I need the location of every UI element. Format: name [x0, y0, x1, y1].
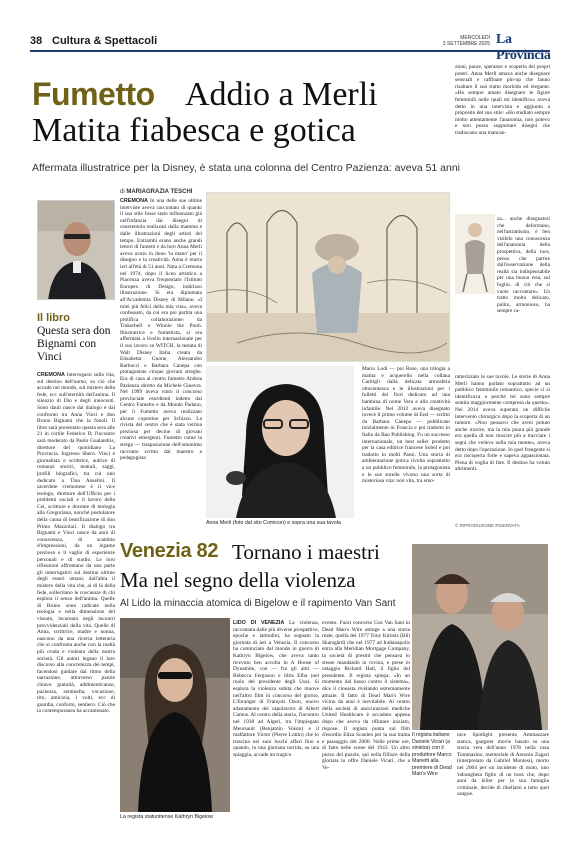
bigelow-caption: La regista statunitense Kathryn Bigelow: [120, 814, 214, 820]
second-subtitle: Al Lido la minaccia atomica di Bigelow e il rapimento Van Sant: [120, 598, 396, 609]
issue-date: [430, 35, 490, 47]
masthead-logo: La Provincia: [496, 32, 551, 63]
byline-author: MARIAGRAZIA TESCHI: [126, 189, 193, 195]
figure-illustration: [455, 214, 495, 294]
page-number: 38: [30, 35, 43, 47]
vicari-manetti-photo: [412, 544, 548, 730]
main-kicker: Fumetto: [32, 76, 155, 112]
second-column-3: nice Spotlight presenta Ammazzare stanca, gangster movie basato su una storia vera dell'anno 1978 nella casa Tommasino, memoriale di Antonio Zagari (interpretato da Gabriel Montesi), morto nel 2004 per un incidente di moto, uno 'ndrangheta figlio di un boss che, dopo anni da killer per la sua famiglia criminale, decide di ribellarsi a tutto quel sangue.: [457, 732, 549, 798]
second-text-1: La violenza, raccontata dalle più diverse prospettive, epoche e latitudini, ha segnato la giornata di ieri a Venezia. Il concorso ha cominciato dal mondo in guerra di Kathryn Bigelow, che aveva tanto ricevuto ben accolta in A House of Dynamite, con — fra gli altri — Rebecca Ferguson e Idris Elba (nel ruolo del presidente degli Usa). Si esplora la violenza subita che muove nell'altro film in concorso del giorno, L'Etranger di François Ozon, nuovo adattamento del capolavoro di Albert Camus. Al centro della storia, l'incontro nel 1938 ad Algeri, tra l'impiegato Meursault (Benjamin Voisin) e il malfattore Victor (Pierre Lottin) che lo trascina nei suoi loschi affari fino a quando, in una giornata torrida, su una spiaggia, accade un tragico: [233, 620, 319, 758]
portrait-illustration: [38, 201, 115, 300]
second-title-line2: Ma nel segno della violenza: [120, 568, 356, 592]
article-column-4c: ratterizzato le sue tavole. Le storie di Anna Merli hanno parlato soprattutto ad un pubblico femminile romantico, specie ci si identificava e perché mi sono sempre sentita maggiormente compresa da questo». Nel 2014 aveva superato un difficile intervento chirurgico dopo la scoperta di un tumore. «Non pensavo che avrei potuto anche morire, ma la mia paura più grande era quella di non riuscire più a tracciare i segni che vedevo nella mia mente», aveva detto dopo l'operazione. In quel frangente si era riscoperta forte e sapeva appassionata. Piena di voglia di fare. Il destino ha voluto altrimenti.: [455, 374, 550, 473]
article-text-1: In una delle sue ultime interviste aveva raccontato di quanto il suo stile fosse stato influenzato già nell'infanzia dai disegni di cenerentola realizzati dalla mamma e dalle illustrazioni degli artisti del tempo. Entrambi erano anche grandi lettori di fumetti e da loro Anna Merli aveva avuto in dono 'la mano' per il disegno e la creatività. Anna è morta ieri all'età di 51 anni. Nata a Cremona nel 1974, dopo il liceo artistico a Piacenza aveva frequentato l'Istituto Europeo di Design, indirizzo illustrazione. Si era diplomata all'Accademia Disney di Milano. «I miei più felici della mia vita», aveva confessato, da cui era poi partita una prolifica collaborazione: da Tinkerbell e Winnie the Pooh. Illustratrice e fumettista, si era affermata a livello internazionale per il suo lavoro su WITCH, la testata di Walt Disney Italia creata da Elisabetta Gnone, Alessandro Barbucci e Barbara Canepa con protagoniste cinque giovani streghe. Era di casa al centro fumetto Andrea Pazienza diretto da Michele Ginevra. Nel 1999 aveva vinto il concorso provinciale esordienti indetto dal Centro Fumetto e da Mondo Padano, per il Fumetto aveva realizzato alcune copertine per Schizzo. La rivista del centro che è stata vetrina preziosa per decine di giovani creativi emergenti. Fumetto come la strega — trasposizione dell'omonimo racconto scritto dal maestro e pedagogista: [120, 198, 202, 462]
article-column-4: zioni, paure, speranze e scoperta dei propri poteri. Anna Merli amava anche disegnare sensuali e raffinate pin-up che fanno risaltare il suo tratto morbido ed elegante. «Ho sempre amato disegnare le figure femminili nelle quali mi identifico» aveva detto in una intervista e aggiunto a proposito del suo stile: «Ho studiato sempre molto attentamente l'anatomia, non potevo e non posso sopportare disegni che tradiscano una mancan-: [455, 64, 550, 136]
second-dateline: LIDO DI VENEZIA: [233, 620, 285, 626]
bigelow-illustration: [120, 618, 230, 812]
copyright-note: © RIPRODUZIONE RISERVATA: [455, 523, 520, 528]
sidebar-dateline: CREMONA: [37, 372, 65, 378]
article-column-1: [120, 198, 202, 528]
second-kicker: Venezia 82: [120, 540, 219, 562]
main-title-line2: Matita fiabesca e gotica: [32, 112, 356, 149]
vicari-caption: Il regista italiano Daniele Vicari (a sinistra) con il produttore Marco Manetti alla premiere di Dead Man's Wire: [412, 732, 452, 777]
portrait-photo: [206, 366, 354, 518]
anna-merli-portrait: [206, 366, 354, 518]
article-column-4b: za... anche disegnatori che deformano, nell'astrattismo, è ben visibile una conoscenza dell'anatomia della prospettiva, della luce, penso che partire dall'osservazione della realtà sia indispensabile per una buona resa, sul foglio, di ciò che si vuole raccontare». Un tratto molto delicato, pulito, armonioso, ha sempre ca-: [497, 216, 550, 315]
second-title-line1: Tornano i maestri: [232, 540, 380, 564]
sidebar-kicker: Il libro: [37, 312, 70, 324]
second-column-1: [233, 620, 319, 832]
main-title-line1: Addio a Merli: [185, 76, 378, 113]
issue-day: 3 SETTEMBRE 2025: [442, 41, 490, 47]
page-header: [30, 32, 551, 63]
article-dateline: CREMONA: [120, 198, 148, 204]
bignami-vinci-photo: [37, 200, 115, 300]
section-title: Cultura & Spettacoli: [52, 35, 158, 47]
artwork-gothic-plate: [206, 192, 450, 362]
vicari-illustration: [412, 544, 548, 730]
portrait-caption: Anna Merli (foto dal sito Comicon) e sopra una sua tavola: [206, 520, 341, 526]
byline: [120, 189, 192, 195]
artwork-figure: [455, 214, 495, 294]
article-column-3: Mario Lodi — poi Rose, una trilogia a matita e acquerello nella collana Caritigli dalla delicata atmosfera ottocentesca e le illustrazioni per i folletti dei fiori dedicato ad una bambina di nome Vera e alla creatività infantile. Nel 2012 aveva disegnato invece il primo volume di End — scritto da Barbara Canepa — pubblicato inizialmente in Francia e poi tradotto in Italia da Bao Publishing. Fu un successo internazionale, un best seller prodotto per la casa editrice francese Soleil e poi tradotto in molti Paesi. Una storia di ambientazione gotica rivolta soprattutto a un pubblico femminile, la protagonista e le sue sorelle vivono una sorta di misteriosa vita: non vita, tra emo-: [362, 366, 450, 485]
sidebar-title: Questa sera don Bignami con Vinci: [37, 325, 111, 363]
byline-prefix: di: [120, 189, 125, 195]
main-subtitle: Affermata illustratrice per la Disney, è stata una colonna del Centro Pazienza: aveva 51 anni: [32, 162, 461, 174]
second-column-2: evento. Fuori concorso Gus Van Sant in Dead Man's Wire attinge a una storia reale, quella del 1977 Tony Kiritsis (Bill Skarsgård) che nel 1977 ad Indianapolis entra alla Meridian Mortgage Company, la società di prestiti che pensava lo stesse mandando in rovina, e prese in ostaggio Richard Hall, il figlio del presidente. Il regista spiega: «In un momento dal basso contro il sistema», dice il cineasta rivelando estremamente attuale. Il fatto di Dead Man's Wire vicino da anni è inevitabile. Al centro della società di assicurazioni mediche United Healthcare è accaduto appena dopo che aveva da rifiutare iniziato, rispose. Il regista punta sul film d'esordio Eliza Scanlen per la sua trama e passaggio del 2000. Nelle prime ore, di fatto nelle scene del 1943. Un altro pezzo del puzzle, qui nella fillisce della gloriata lo offre Daniele Vicari, che a Ve-: [322, 620, 410, 772]
gothic-illustration: [207, 193, 450, 362]
sidebar-text: Interrogarsi sulla vita, sul destino dell'uomo, su ciò che accade nel mondo, sul mistero della fede, ecc sull'eternità dell'anima. Il silenzio di Dio e degli innocenti. Sono dauli nasce dal dialogo e dal confronto tra Anna Vinci e don Bruno Bignami che la fonoli. Il libro sarà presentato questa sera alle 21 in cortile Federico II; l'incontro sarà moderato da Paolo Gualandris, direttore del quotidiano La Provincia. Ingresso libero. Vinci è giornalista e scrittrice, autrice di romanzi storici, teatrali, saggi, profili biografici, tra cui uno dedicato a Tina Anselmi. Il sacerdote cremonese è il vice teologo, direttore dell'Ufficio per i problemi sociali e il lavoro della Cei, scrittore e docente di teologia alla Gregoriana, nonché postulatore della causa di beatificazione di don Primo Mazzolari. Il dialogo tra Bignami e Vinci nasce da anni di conoscenza, di scambio d'impressioni, da un legame prezioso e il vaglio di esperienze personali e di studio. Le loro riflessioni affrontano da una parte gli interrogativi sul destino ultimo degli esseri umani; dall'altra il mistero della vita che, al di là della fede, sollecitano le coscienze di chi esplora il senso dell'anima. Quelle di Bruno sono radicate nella teologia e nella dimensione del vissuto, incarnato negli incontri provvidenziali della vita. Quelle di Anna, scrittrice, madre e nonna, nascono da una ricerca letteraria che si confronta anche con la realtà più cruda e violenta della nostra società. Gli autori legano il loro discorso alla concretezza dei tempi, facendosi guidare dal ritmo della narrazione, attraverso parole chiave: gratuità, addimenticanze, pazienza, sentinella, vocazione, rito, amicizia, i volti, ecc di guardia, conforto, sentiero. Ciò che la contemporanea ha accantonato.: [37, 372, 115, 714]
sidebar-body: [37, 372, 115, 714]
issue-weekday: MERCOLEDÌ: [460, 35, 490, 41]
bigelow-photo: [120, 618, 230, 812]
